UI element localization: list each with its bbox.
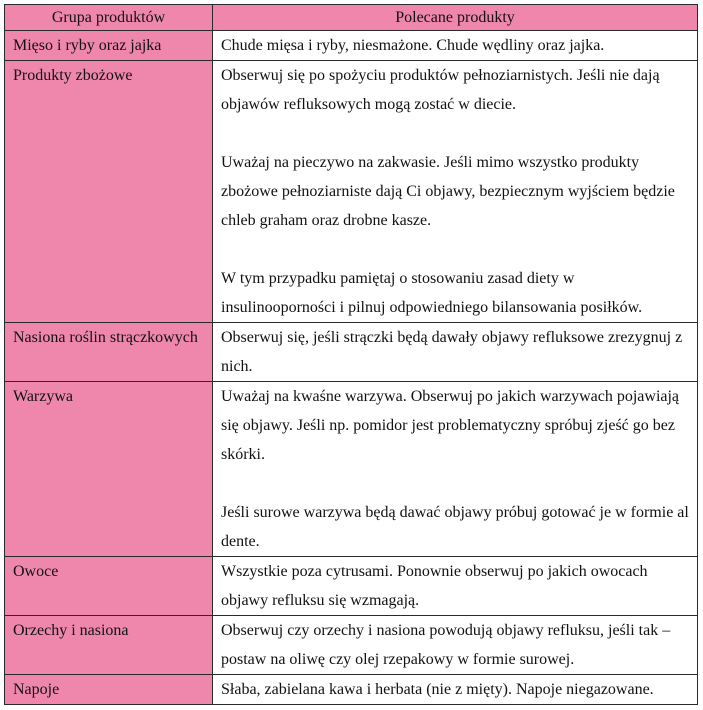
table-header	[5, 5, 698, 31]
table-row	[5, 616, 698, 675]
recommended-cell	[213, 61, 698, 323]
recommended-paragraph: Uważaj na pieczywo na zakwasie. Jeśli mimo wszystko produkty zbożowe pełnoziarniste dają Ci objawy, bezpiecznym wyjściem będzie chleb graham oraz drobne kasze.	[221, 154, 675, 229]
recommended-cell	[213, 31, 698, 61]
group-cell: Orzechy i nasiona	[5, 616, 213, 675]
table-row	[5, 323, 698, 382]
recommended-paragraph: Obserwuj się, jeśli strączki będą dawały objawy refluksowe zrezygnuj z nich.	[221, 329, 683, 375]
group-cell: Nasiona roślin strączkowych	[5, 323, 213, 382]
table-row	[5, 382, 698, 557]
group-cell: Owoce	[5, 557, 213, 616]
recommended-cell	[213, 675, 698, 705]
table-row	[5, 557, 698, 616]
group-cell: Produkty zbożowe	[5, 61, 213, 323]
recommended-paragraph: Słaba, zabielana kawa i herbata (nie z mięty). Napoje niegazowane.	[221, 681, 654, 698]
header-recommended: Polecane produkty	[213, 5, 698, 31]
recommended-cell	[213, 557, 698, 616]
table-row	[5, 675, 698, 705]
table-body	[5, 31, 698, 705]
header-row	[5, 5, 698, 31]
recommended-paragraph: Obserwuj się po spożyciu produktów pełnoziarnistych. Jeśli nie dają objawów refluksowych mogą zostać w diecie.	[221, 67, 660, 113]
recommended-paragraph: Wszystkie poza cytrusami. Ponownie obserwuj po jakich owocach objawy refluksu się wzmagają.	[221, 563, 648, 609]
header-group: Grupa produktów	[5, 5, 213, 31]
recommended-paragraph: Chude mięsa i ryby, niesmażone. Chude wędliny oraz jajka.	[221, 37, 605, 54]
recommended-cell	[213, 616, 698, 675]
group-cell: Napoje	[5, 675, 213, 705]
recommended-cell	[213, 382, 698, 557]
recommended-paragraph: W tym przypadku pamiętaj o stosowaniu zasad diety w insulinooporności i pilnuj odpowiedniego bilansowania posiłków.	[221, 270, 643, 316]
group-cell: Warzywa	[5, 382, 213, 557]
table-row	[5, 31, 698, 61]
products-table	[4, 4, 698, 705]
table-row	[5, 61, 698, 323]
recommended-paragraph: Uważaj na kwaśne warzywa. Obserwuj po jakich warzywach pojawiają się objawy. Jeśli np. pomidor jest problematyczny spróbuj zjeść go bez skórki.	[221, 388, 680, 463]
group-cell: Mięso i ryby oraz jajka	[5, 31, 213, 61]
recommended-paragraph: Jeśli surowe warzywa będą dawać objawy próbuj gotować je w formie al dente.	[221, 504, 689, 550]
recommended-cell	[213, 323, 698, 382]
recommended-paragraph: Obserwuj czy orzechy i nasiona powodują objawy refluksu, jeśli tak – postaw na oliwę czy olej rzepakowy w formie surowej.	[221, 622, 671, 668]
